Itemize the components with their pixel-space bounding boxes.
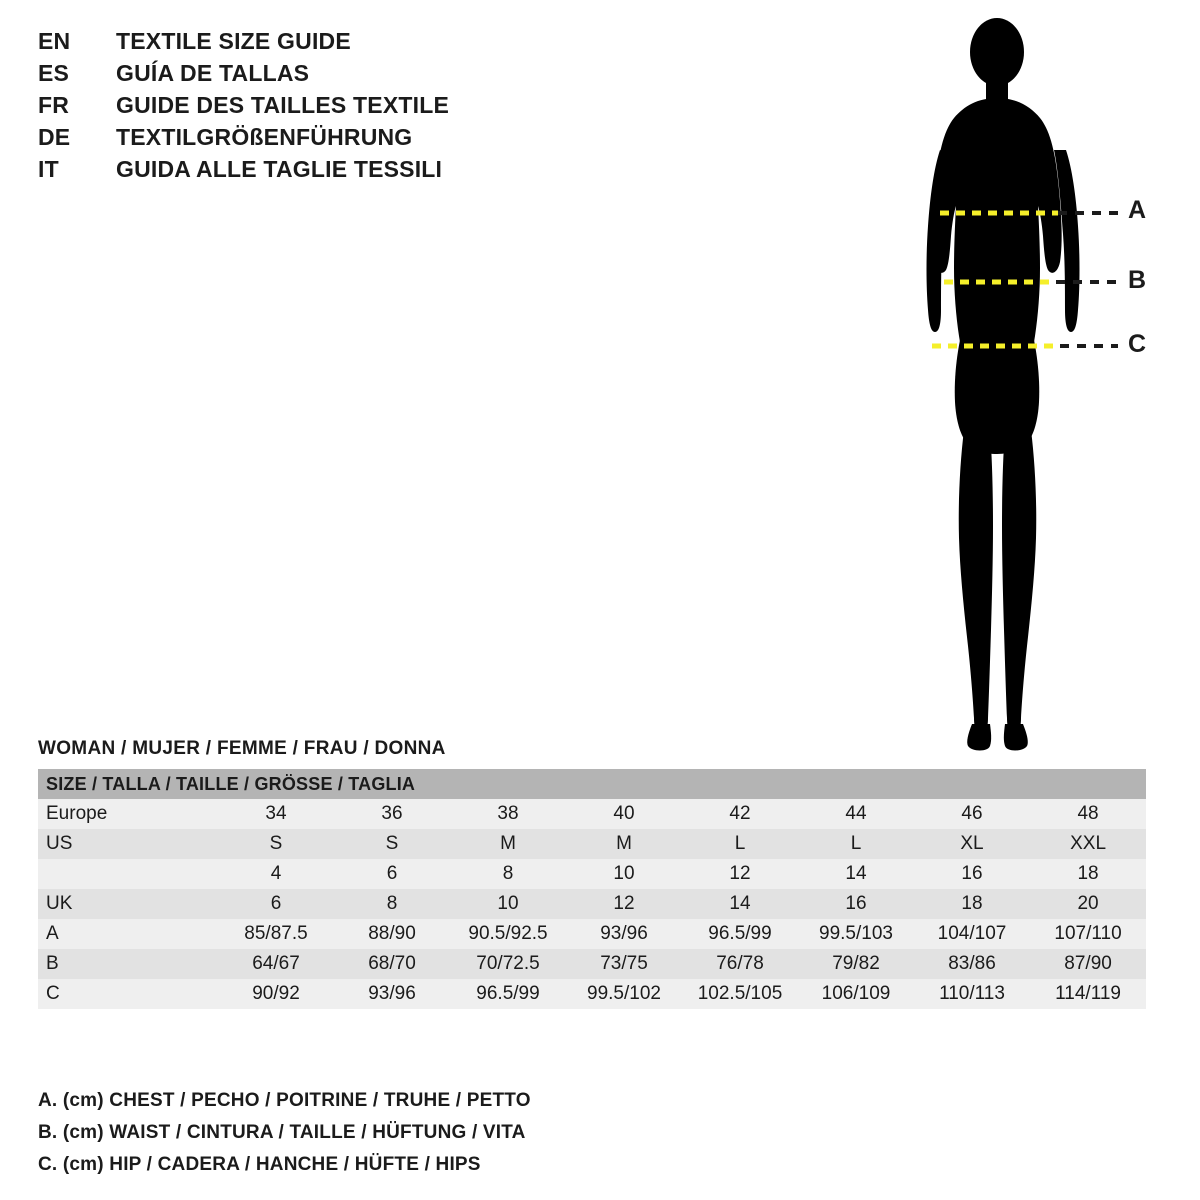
title-language-code: FR <box>38 92 70 118</box>
table-cell: 114/119 <box>1030 979 1146 1009</box>
title-language-code: DE <box>38 124 71 150</box>
table-cell: M <box>566 829 682 859</box>
table-cell: 107/110 <box>1030 919 1146 949</box>
table-cell: 8 <box>450 859 566 889</box>
table-cell: XL <box>914 829 1030 859</box>
table-cell: 68/70 <box>334 949 450 979</box>
table-header-label: SIZE / TALLA / TAILLE / GRÖSSE / TAGLIA <box>38 769 1146 799</box>
table-cell: 76/78 <box>682 949 798 979</box>
table-cell: 70/72.5 <box>450 949 566 979</box>
table-cell: L <box>682 829 798 859</box>
row-label: US <box>38 829 218 859</box>
table-cell: S <box>218 829 334 859</box>
table-cell: XXL <box>1030 829 1146 859</box>
table-cell: 18 <box>1030 859 1146 889</box>
table-row <box>38 979 1146 1009</box>
table-cell: 85/87.5 <box>218 919 334 949</box>
row-label: B <box>38 949 218 979</box>
title-text: GUÍA DE TALLAS <box>116 60 310 86</box>
table-cell: 4 <box>218 859 334 889</box>
table-cell: 90.5/92.5 <box>450 919 566 949</box>
table-cell: 36 <box>334 799 450 829</box>
row-label: Europe <box>38 799 218 829</box>
table-row <box>38 889 1146 919</box>
table-cell: 73/75 <box>566 949 682 979</box>
table-cell: 34 <box>218 799 334 829</box>
size-table-section <box>38 738 1164 1009</box>
title-language-code: EN <box>38 28 71 54</box>
table-cell: 83/86 <box>914 949 1030 979</box>
table-cell: M <box>450 829 566 859</box>
table-cell: 12 <box>682 859 798 889</box>
table-cell: 104/107 <box>914 919 1030 949</box>
table-row <box>38 829 1146 859</box>
title-row <box>38 60 558 92</box>
table-cell: 40 <box>566 799 682 829</box>
table-cell: 79/82 <box>798 949 914 979</box>
table-cell: 46 <box>914 799 1030 829</box>
title-text: TEXTILGRÖßENFÜHRUNG <box>116 124 413 150</box>
size-guide-title-block <box>38 28 558 188</box>
table-cell: 93/96 <box>334 979 450 1009</box>
table-cell: 16 <box>914 859 1030 889</box>
title-language-code: IT <box>38 156 59 182</box>
table-row <box>38 859 1146 889</box>
table-cell: 10 <box>450 889 566 919</box>
table-cell: 87/90 <box>1030 949 1146 979</box>
table-row <box>38 919 1146 949</box>
legend-item-waist: B. (cm) WAIST / CINTURA / TAILLE / HÜFTUNG / VITA <box>38 1122 526 1143</box>
marker-label-c: C <box>1128 330 1147 358</box>
marker-label-a: A <box>1128 196 1147 224</box>
female-body-silhouette-icon <box>860 10 1190 770</box>
table-cell: 6 <box>218 889 334 919</box>
row-label: UK <box>38 889 218 919</box>
table-cell: 8 <box>334 889 450 919</box>
table-cell: 48 <box>1030 799 1146 829</box>
table-cell: 44 <box>798 799 914 829</box>
marker-label-b: B <box>1128 266 1147 294</box>
table-cell: S <box>334 829 450 859</box>
legend-item-hip: C. (cm) HIP / CADERA / HANCHE / HÜFTE / HIPS <box>38 1154 481 1175</box>
table-cell: 18 <box>914 889 1030 919</box>
table-cell: 38 <box>450 799 566 829</box>
title-row <box>38 156 558 188</box>
table-group-title: WOMAN / MUJER / FEMME / FRAU / DONNA <box>38 738 446 759</box>
table-cell: 110/113 <box>914 979 1030 1009</box>
title-row <box>38 28 558 60</box>
legend-item-chest: A. (cm) CHEST / PECHO / POITRINE / TRUHE / PETTO <box>38 1090 531 1111</box>
table-cell: 64/67 <box>218 949 334 979</box>
title-row <box>38 124 558 156</box>
row-label: A <box>38 919 218 949</box>
table-cell: 96.5/99 <box>450 979 566 1009</box>
title-text: GUIDE DES TAILLES TEXTILE <box>116 92 449 118</box>
measurement-legend <box>38 1090 738 1186</box>
title-text: GUIDA ALLE TAGLIE TESSILI <box>116 156 443 182</box>
table-row <box>38 949 1146 979</box>
table-cell: 14 <box>798 859 914 889</box>
table-cell: 12 <box>566 889 682 919</box>
table-cell: 16 <box>798 889 914 919</box>
table-cell: 99.5/102 <box>566 979 682 1009</box>
title-row <box>38 92 558 124</box>
row-label <box>38 859 218 889</box>
table-cell: 106/109 <box>798 979 914 1009</box>
table-cell: L <box>798 829 914 859</box>
table-cell: 90/92 <box>218 979 334 1009</box>
table-row <box>38 799 1146 829</box>
table-cell: 102.5/105 <box>682 979 798 1009</box>
table-cell: 99.5/103 <box>798 919 914 949</box>
measurement-figure <box>860 10 1190 770</box>
table-cell: 14 <box>682 889 798 919</box>
size-table <box>38 769 1146 1009</box>
title-language-code: ES <box>38 60 70 86</box>
table-header-row <box>38 769 1146 799</box>
table-cell: 6 <box>334 859 450 889</box>
table-cell: 20 <box>1030 889 1146 919</box>
table-cell: 42 <box>682 799 798 829</box>
row-label: C <box>38 979 218 1009</box>
table-cell: 96.5/99 <box>682 919 798 949</box>
table-cell: 10 <box>566 859 682 889</box>
title-text: TEXTILE SIZE GUIDE <box>116 28 351 54</box>
table-cell: 88/90 <box>334 919 450 949</box>
table-cell: 93/96 <box>566 919 682 949</box>
